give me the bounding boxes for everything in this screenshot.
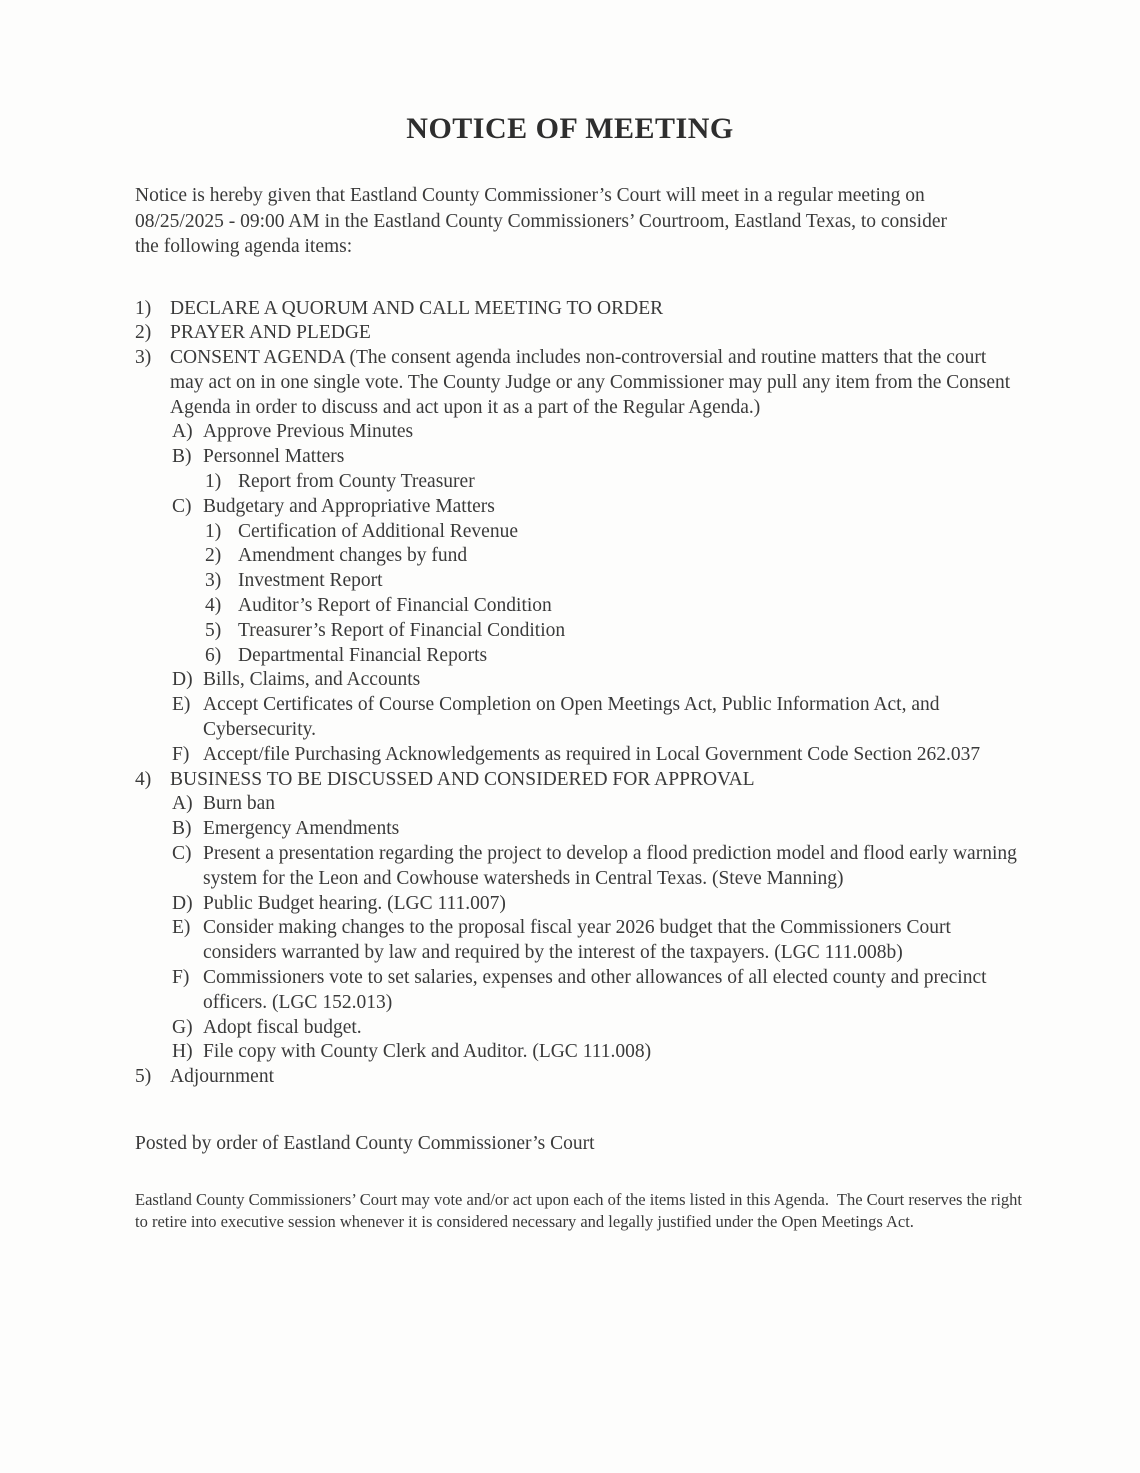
agenda-item-text: Burn ban — [203, 793, 276, 815]
agenda-item — [205, 544, 1020, 569]
agenda-item-text: Consider making changes to the proposal fiscal year 2026 budget that the Commissioners Court considers warranted by law and required by the interest of the taxpayers. (LGC 111.008b) — [203, 917, 951, 964]
agenda-item-label: 1) — [205, 471, 222, 493]
agenda-item — [205, 470, 1020, 495]
agenda-item-text: Emergency Amendments — [203, 818, 400, 840]
agenda-item — [172, 1040, 1020, 1065]
agenda-item-label: D) — [172, 892, 193, 914]
agenda-item-text: Treasurer’s Report of Financial Condition — [238, 619, 566, 641]
intro-paragraph: Notice is hereby given that Eastland County Commissioner’s Court will meet in a regular meeting on 08/25/2025 - 09:00 AM in the Eastland County Commissioners’ Courtroom, Eastland Texas, to consider the following agenda items: — [135, 185, 947, 257]
agenda-item-label: B) — [172, 818, 192, 840]
agenda-item — [135, 1065, 1020, 1090]
agenda-item-label: 5) — [135, 1066, 152, 1088]
document-title: NOTICE OF MEETING — [406, 112, 734, 145]
agenda-item-text: Present a presentation regarding the project to develop a flood prediction model and flood early warning system for the Leon and Cowhouse watersheds in Central Texas. (Steve Manning) — [203, 843, 1017, 889]
footer-disclaimer: Eastland County Commissioners’ Court may vote and/or act upon each of the items listed in this Agenda. The Court reserves the right to retire into executive session whenever it is considered necessary and legally justified under the Open Meetings Act. — [135, 1190, 1027, 1231]
agenda-item-label: G) — [172, 1016, 193, 1038]
agenda-item-text: Accept Certificates of Course Completion on Open Meetings Act, Public Information Act, and Cybersecurity. — [203, 694, 940, 741]
agenda-item — [172, 792, 1020, 817]
agenda-item-label: 3) — [205, 570, 222, 592]
agenda-item — [135, 297, 1020, 322]
agenda-item — [172, 1016, 1020, 1041]
agenda-item — [172, 892, 1020, 917]
agenda-item-label: H) — [172, 1041, 193, 1063]
agenda-item — [172, 842, 1020, 892]
agenda-item — [205, 520, 1020, 545]
agenda-item-text: Budgetary and Appropriative Matters — [203, 495, 495, 517]
agenda-item-label: 4) — [205, 595, 222, 617]
agenda-item-text: Amendment changes by fund — [238, 545, 468, 567]
agenda-item — [205, 619, 1020, 644]
agenda-item-text: Public Budget hearing. (LGC 111.007) — [203, 892, 506, 914]
agenda-item-label: E) — [172, 694, 191, 716]
agenda-item — [172, 668, 1020, 693]
agenda-item-label: 4) — [135, 768, 152, 790]
agenda-item-label: A) — [172, 793, 193, 815]
agenda-item — [172, 420, 1020, 445]
agenda-item — [205, 644, 1020, 669]
agenda-item-text: Certification of Additional Revenue — [238, 520, 518, 542]
agenda-item-text: Commissioners vote to set salaries, expenses and other allowances of all elected county and precinct officers. (LGC 152.013) — [203, 967, 987, 1013]
agenda-item-label: C) — [172, 843, 192, 865]
agenda-item-label: 2) — [205, 545, 222, 567]
agenda-item — [172, 445, 1020, 470]
agenda-item-text: Accept/file Purchasing Acknowledgements as required in Local Government Code Section 262.037 — [203, 743, 981, 765]
agenda-item — [172, 916, 1020, 966]
agenda-item-text: Report from County Treasurer — [238, 471, 475, 493]
agenda-item — [135, 346, 1020, 420]
agenda-item-text: Approve Previous Minutes — [203, 421, 414, 443]
agenda-item-label: F) — [172, 967, 190, 989]
agenda-item-label: F) — [172, 743, 190, 765]
agenda-item-label: 2) — [135, 322, 152, 344]
agenda-item-text: Auditor’s Report of Financial Condition — [238, 595, 552, 617]
agenda-item-label: E) — [172, 917, 191, 939]
agenda-item-text: PRAYER AND PLEDGE — [170, 322, 371, 344]
agenda-item — [172, 693, 1020, 743]
agenda-item-label: 3) — [135, 347, 152, 369]
agenda-item-label: 1) — [205, 520, 222, 542]
agenda-item-text: Investment Report — [238, 570, 383, 592]
agenda-item-text: Personnel Matters — [203, 446, 345, 468]
agenda-item-label: D) — [172, 669, 193, 691]
agenda-item-label: B) — [172, 446, 192, 468]
agenda-item-label: 1) — [135, 297, 152, 319]
agenda-item-label: A) — [172, 421, 193, 443]
agenda-item — [135, 321, 1020, 346]
agenda-item-label: 6) — [205, 644, 222, 666]
agenda-item — [172, 495, 1020, 520]
agenda-item-label: C) — [172, 495, 192, 517]
agenda-item — [135, 768, 1020, 793]
agenda-item-text: Adjournment — [170, 1066, 274, 1088]
agenda-item — [172, 817, 1020, 842]
agenda-item — [205, 569, 1020, 594]
agenda-item-text: Adopt fiscal budget. — [203, 1016, 362, 1038]
agenda-item — [205, 594, 1020, 619]
agenda-item — [172, 966, 1020, 1016]
agenda-item-text: BUSINESS TO BE DISCUSSED AND CONSIDERED FOR APPROVAL — [170, 768, 755, 790]
agenda-item-text: Bills, Claims, and Accounts — [203, 669, 421, 691]
agenda-item-label: 5) — [205, 619, 222, 641]
agenda-item-text: Departmental Financial Reports — [238, 644, 488, 666]
posted-by-line: Posted by order of Eastland County Commissioner’s Court — [135, 1133, 595, 1154]
agenda-list — [135, 297, 1020, 1091]
agenda-item-text: File copy with County Clerk and Auditor. (LGC 111.008) — [203, 1041, 652, 1063]
agenda-item-text: CONSENT AGENDA (The consent agenda includes non-controversial and routine matters that the court may act on in one single vote. The County Judge or any Commissioner may pull any item from the Consent Agenda in order to discuss and act upon it as a part of the Regular Agenda.) — [170, 347, 1011, 418]
agenda-item — [172, 743, 1020, 768]
agenda-item-text: DECLARE A QUORUM AND CALL MEETING TO ORDER — [170, 297, 664, 319]
